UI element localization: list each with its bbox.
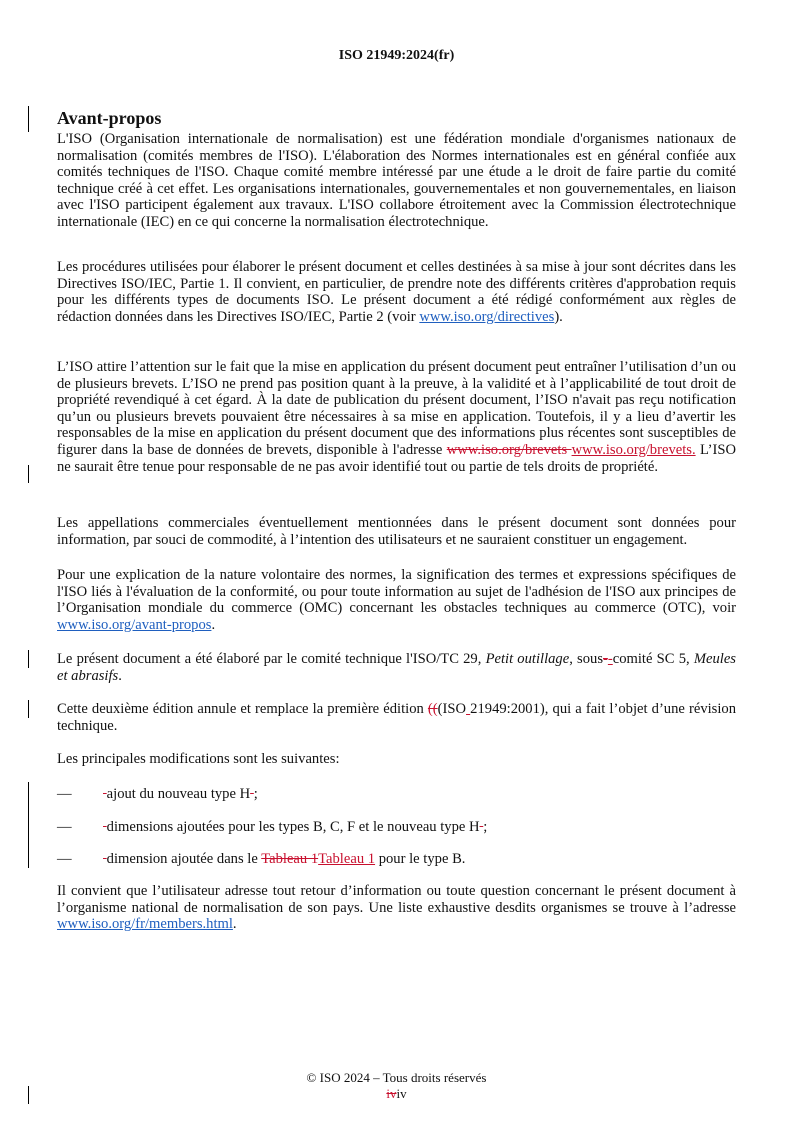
text-run: ajout du nouveau type H (106, 786, 251, 802)
text-run: ). (554, 308, 563, 325)
text-run: Les procédures utilisées pour élaborer le présent document et celles destinées à sa mise à jour sont décrites dans les Directives ISO/IEC, Partie 1. Il convient, en particulier, de prendre note des différents critères d'approbation requis pour les différents types de documents ISO. Le présent document a été rédigé conformément aux règles de rédaction données dans les Directives ISO/IEC, Partie 2 (voir (57, 259, 736, 325)
text-run: Les principales modifications sont les suivantes: (57, 751, 340, 767)
section-heading: Avant-propos (57, 108, 162, 128)
text-run: Il convient que l’utilisateur adresse tout retour d’information ou toute question concernant le présent document à l’organisme national de normalisation de son pays. Une liste exhaustive desdits organismes se trouve à l’adresse (57, 883, 736, 916)
paragraph-intro (57, 131, 736, 231)
page-number-deleted: iv (386, 1086, 397, 1101)
text-run: Le présent document a été élaboré par le comité technique l'ISO/TC 29, (57, 651, 486, 667)
text-run: 21949:2001), qui a fait l’objet d’une révision technique. (57, 701, 737, 734)
text-run: Les appellations commerciales éventuellement mentionnées dans le présent document sont données pour information, par souci de commodité, à l’intention des utilisateurs et ne sauraient constituer un engagement. (57, 515, 736, 548)
text-run: . (232, 916, 237, 933)
text-run: Cette deuxième édition annule et remplace la première édition (57, 701, 428, 717)
deleted-text: - (603, 651, 608, 667)
deleted-text: Tableau 1 (261, 851, 319, 867)
text-run: Meules et abrasifs (57, 651, 736, 684)
text-run: L’ISO ne saurait être tenue pour responsable de ne pas avoir identifié tout ou partie de tels droits de propriété. (57, 441, 736, 475)
hyperlink[interactable]: www.iso.org/avant-propos (57, 616, 212, 633)
text-run: ; (483, 819, 488, 835)
text-run: L’ISO attire l’attention sur le fait que la mise en application du présent document peut entraîner l’utilisation d’un ou de plusieurs brevets. L’ISO ne prend pas position quant à la preuve, à la validité et à l’applicabilité de tout droit de propriété revendiqué à cet égard. À la date de publication du présent document, l’ISO n'avait pas reçu notification qu’un ou plusieurs brevets pouvaient être nécessaires à sa mise en application. Toutefois, il y a lieu d’avertir les responsables de la mise en application du présent document que des informations plus récentes sont susceptibles de figurer dans la base de données de brevets, disponible à l'adresse (57, 359, 736, 458)
list-item (57, 786, 258, 803)
paragraph-voluntary (57, 567, 736, 633)
text-run: . (118, 667, 122, 684)
deleted-text: (( (427, 701, 438, 717)
text-run: L'ISO (Organisation internationale de normalisation) est une fédération mondiale d'organismes nationaux de normalisation (comités membres de l'ISO). L'élaboration des Normes internationales est en général confiée aux comités techniques de l'ISO. Chaque comité membre intéressé par une étude a le droit de faire partie du comité technique créé à cet effet. Les organisations internationales, gouvernementales et non gouvernementales, en liaison avec l'ISO participent également aux travaux. L'ISO collabore étroitement avec la Commission électrotechnique internationale (IEC) en ce qui concerne la normalisation électrotechnique. (57, 131, 736, 230)
change-bar (28, 106, 29, 132)
list-dash: — (57, 851, 72, 867)
list-item (57, 819, 487, 836)
change-bar (28, 700, 29, 718)
paragraph-edition (57, 701, 736, 734)
list-item (57, 851, 465, 868)
paragraph-procedures (57, 259, 736, 325)
paragraph-changes-intro (57, 751, 736, 768)
page-number-current: iv (396, 1086, 407, 1101)
hyperlink[interactable]: www.iso.org/fr/members.html (57, 916, 233, 933)
change-bar (28, 650, 29, 668)
text-run: Petit outillage (485, 651, 570, 667)
text-run: ; (253, 786, 258, 802)
text-run: (ISO (437, 701, 467, 717)
text-run: dimension ajoutée dans le (106, 851, 262, 867)
footer-copyright: © ISO 2024 – Tous droits réservés (306, 1070, 487, 1085)
text-run: . (211, 616, 216, 633)
paragraph-trade-names (57, 515, 736, 548)
paragraph-committee (57, 651, 736, 684)
text-run: pour le type B. (375, 851, 466, 867)
text-run: dimensions ajoutées pour les types B, C, F et le nouveau type H (106, 819, 480, 835)
change-bar (28, 465, 29, 483)
hyperlink[interactable]: www.iso.org/brevets. (571, 441, 696, 458)
paragraph-patents (57, 359, 736, 475)
page-number (0, 1086, 793, 1102)
document-header: ISO 21949:2024(fr) (338, 48, 455, 63)
text-run: Pour une explication de la nature volontaire des normes, la signification des termes et expressions spécifiques de l'ISO liés à l'évaluation de la conformité, ou pour toute information au sujet de l'adhésion de l'ISO aux principes de l’Organisation mondiale du commerce (OMC) concernant les obstacles techniques au commerce (OTC), voir (57, 567, 736, 617)
inserted-text: Tableau 1 (318, 851, 376, 867)
deleted-text: www.iso.org/brevets (446, 441, 572, 458)
text-run: comité SC 5, (612, 651, 694, 667)
hyperlink[interactable]: www.iso.org/directives (419, 308, 555, 325)
inserted-text: - (607, 651, 613, 667)
list-dash: — (57, 786, 72, 802)
paragraph-feedback (57, 883, 736, 933)
list-dash: — (57, 819, 72, 835)
text-run: , sous (569, 651, 603, 667)
change-bar (28, 782, 29, 868)
